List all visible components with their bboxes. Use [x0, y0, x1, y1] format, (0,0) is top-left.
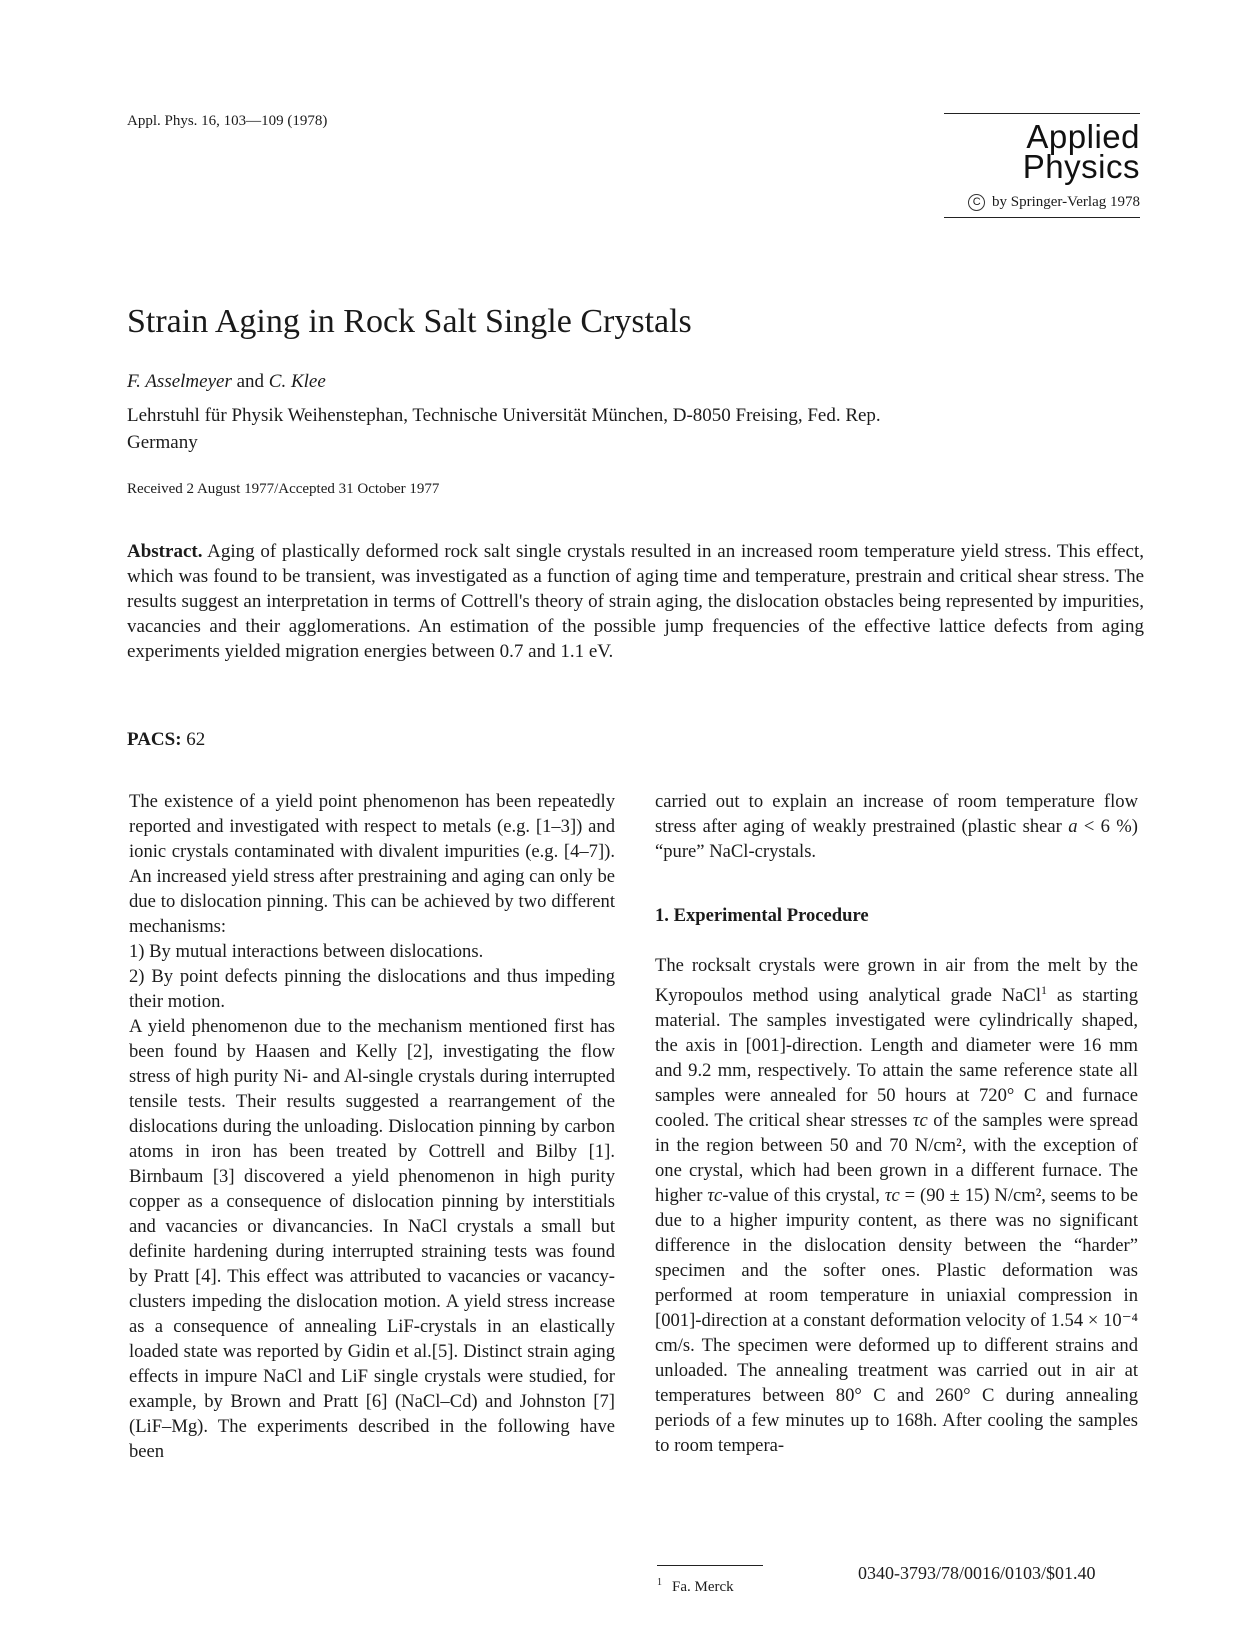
footnote [657, 1577, 734, 1596]
journal-logo-box [944, 113, 1140, 218]
footnote-ref: 1 [1041, 983, 1048, 997]
pacs-label: PACS: [127, 729, 182, 750]
left-column [129, 789, 615, 1464]
section-title: Experimental Procedure [673, 905, 869, 926]
received-dates: Received 2 August 1977/Accepted 31 October 1977 [127, 481, 440, 497]
author-conjunction: and [236, 371, 265, 392]
mechanism-item-2: 2) By point defects pinning the dislocations and thus impeding their motion. [129, 966, 615, 1012]
author-2: C. Klee [268, 371, 326, 392]
affiliation: Lehrstuhl für Physik Weihenstephan, Technische Universität München, D-8050 Freising, Fed. Rep. Germany [127, 405, 881, 453]
abstract-label: Abstract. [127, 541, 203, 562]
authors [127, 371, 326, 393]
abstract-text: Aging of plastically deformed rock salt single crystals resulted in an increased room temperature yield stress. This effect, which was found to be transient, was investigated as a function of aging time and temperature, prestrain and critical shear stress. The results suggest an interpretation in terms of Cottrell's theory of strain aging, the dislocation obstacles being represented by impurities, vacancies and their agglomerations. An estimation of the possible jump frequencies of the effective lattice defects from aging experiments yielded migration energies between 0.7 and 1.1 eV. [127, 541, 1144, 662]
right-column [655, 789, 1138, 1458]
section-number: 1. [655, 905, 669, 926]
section-heading [655, 903, 1138, 928]
intro-paragraph-3: carried out to explain an increase of room temperature flow stress after aging of weakly prestrained (plastic shear a < 6 %) “pure” NaCl-crystals. [655, 791, 1138, 862]
pacs [127, 729, 205, 751]
footnote-text: Fa. Merck [672, 1579, 734, 1595]
copyright-text: by Springer-Verlag 1978 [991, 194, 1140, 210]
journal-logo [944, 118, 1140, 185]
abstract [127, 539, 1144, 664]
journal-logo-line2: Physics [1022, 148, 1140, 185]
journal-logo-line1: Applied [1026, 118, 1140, 155]
journal-citation: Appl. Phys. 16, 103—109 (1978) [127, 113, 328, 129]
procedure-paragraph: The rocksalt crystals were grown in air from the melt by the Kyropoulos method using analytical grade NaCl$^1$ as starting material. The samples investigated were cylindrically shaped, the axis in [001]-direction. Length and diameter were 16 mm and 9.2 mm, respectively. To attain the same reference state all samples were annealed for 50 hours at 720° C and furnace cooled. The critical shear stresses τc of the samples were spread in the region between 50 and 70 N/cm², with the exception of one crystal, which had been grown in a different furnace. The higher τc-value of this crystal, τc = (90 ± 15) N/cm², seems to be due to a higher impurity content, as there was no significant difference in the dislocation density between the “harder” specimen and the softer ones. Plastic deformation was performed at room temperature in uniaxial compression in [001]-direction at a constant deformation velocity of 1.54 × 10⁻⁴ cm/s. The specimen were deformed up to different strains and unloaded. The annealing treatment was carried out in air at temperatures between 80° C and 260° C during annealing periods of a few minutes up to 168h. After cooling the samples to room tempera- [655, 955, 1139, 1457]
author-1: F. Asselmeyer [127, 371, 232, 392]
copyright-line [944, 194, 1140, 211]
footnote-rule [657, 1565, 763, 1566]
intro-paragraph-1: The existence of a yield point phenomenon has been repeatedly reported and investigated with respect to metals (e.g. [1–3]) and ionic crystals contaminated with divalent impurities (e.g. [4–7]). An increased yield stress after prestraining and aging can only be due to dislocation pinning. This can be achieved by two different mechanisms: [129, 791, 615, 937]
copyright-icon: C [968, 194, 985, 211]
article-title: Strain Aging in Rock Salt Single Crystals [127, 303, 692, 340]
mechanism-item-1: 1) By mutual interactions between dislocations. [129, 941, 484, 962]
article-code: 0340-3793/78/0016/0103/$01.40 [858, 1563, 1096, 1583]
pacs-value: 62 [186, 729, 206, 750]
footnote-mark: 1 [657, 1577, 662, 1588]
intro-paragraph-2: A yield phenomenon due to the mechanism mentioned first has been found by Haasen and Kelly [2], investigating the flow stress of high purity Ni- and Al-single crystals during interrupted tensile tests. Their results suggested a rearrangement of the dislocations during the unloading. Dislocation pinning by carbon atoms in iron has been treated by Cottrell and Bilby [1]. Birnbaum [3] discovered a yield phenomenon in high purity copper as a consequence of dislocation pinning by interstitials and vacancies or divancancies. In NaCl crystals a small but definite hardening during interrupted straining tests was found by Pratt [4]. This effect was attributed to vacancies or vacancy-clusters impeding the dislocation motion. A yield stress increase as a consequence of annealing LiF-crystals in an elastically loaded state was reported by Gidin et al.[5]. Distinct strain aging effects in impure NaCl and LiF single crystals were studied, for example, by Brown and Pratt [6] (NaCl–Cd) and Johnston [7] (LiF–Mg). The experiments described in the following have been [129, 1016, 615, 1462]
